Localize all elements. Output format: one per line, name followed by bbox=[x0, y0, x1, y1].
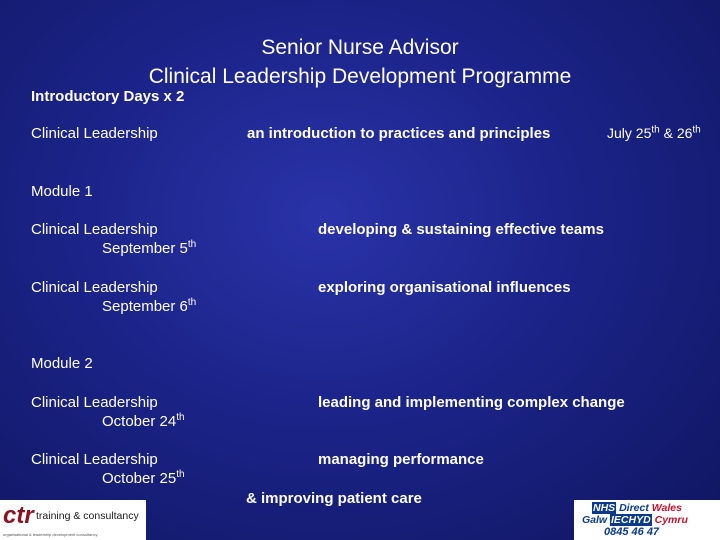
module2-item-1-date bbox=[102, 412, 185, 431]
module1-item-1-date-sup: th bbox=[187, 239, 197, 250]
ctr-logo-text: training & consultancy bbox=[36, 510, 139, 522]
module1-item-1-topic: developing & sustaining effective teams bbox=[318, 221, 604, 238]
nhs-logo-line-2 bbox=[582, 515, 688, 526]
module1-item-2-date-sup: th bbox=[187, 297, 197, 308]
nhs-direct-wales-logo bbox=[574, 500, 720, 540]
ctr-logo-fine-print: organisational & leadership development consultancy bbox=[3, 532, 98, 537]
module2-item-1-date-text: October 24 bbox=[102, 413, 177, 430]
intro-date-a: July 25 bbox=[607, 125, 652, 141]
module1-item-1-date-text: September 5 bbox=[102, 240, 188, 257]
module2-item-2-label: Clinical Leadership bbox=[31, 451, 158, 468]
nhs-logo-nhs: NHS bbox=[593, 502, 616, 514]
module1-item-2-topic: exploring organisational influences bbox=[318, 279, 571, 296]
module2-item-2-date-text: October 25 bbox=[102, 470, 177, 487]
module2-heading: Module 2 bbox=[31, 355, 93, 372]
title-line-2: Clinical Leadership Development Programme bbox=[148, 65, 572, 88]
intro-date-b: & 26 bbox=[659, 125, 693, 141]
module2-item-2-date bbox=[102, 469, 185, 488]
ctr-logo bbox=[0, 500, 146, 540]
intro-date-sup-b: th bbox=[692, 124, 701, 136]
title-line-1: Senior Nurse Advisor bbox=[261, 36, 459, 59]
module2-item-2-date-sup: th bbox=[176, 469, 185, 480]
module2-item-1-date-sup: th bbox=[176, 412, 185, 423]
intro-dates bbox=[607, 124, 701, 143]
intro-date-sup-a: th bbox=[651, 124, 660, 136]
module1-heading: Module 1 bbox=[31, 183, 93, 200]
intro-topic: an introduction to practices and principles bbox=[247, 125, 551, 142]
ctr-logo-mark: ctr bbox=[3, 502, 34, 529]
nhs-logo-galw: Galw bbox=[582, 514, 608, 526]
module2-item-1-label: Clinical Leadership bbox=[31, 394, 158, 411]
module2-continuation: & improving patient care bbox=[246, 490, 422, 507]
nhs-logo-cymru: Cymru bbox=[654, 514, 688, 526]
nhs-logo-iechyd: IECHYD bbox=[611, 514, 651, 526]
nhs-logo-phone: 0845 46 47 bbox=[604, 526, 660, 538]
module1-item-2-label: Clinical Leadership bbox=[31, 279, 158, 296]
module2-item-2-topic: managing performance bbox=[318, 451, 484, 468]
module1-item-2-date bbox=[102, 297, 196, 316]
module1-item-2-date-text: September 6 bbox=[102, 298, 188, 315]
module1-item-1-date bbox=[102, 239, 196, 258]
intro-label: Clinical Leadership bbox=[31, 125, 158, 142]
intro-heading: Introductory Days x 2 bbox=[31, 88, 185, 105]
module1-item-1-label: Clinical Leadership bbox=[31, 221, 158, 238]
module2-item-1-topic: leading and implementing complex change bbox=[318, 394, 625, 411]
nhs-logo-wales: Wales bbox=[651, 502, 682, 514]
nhs-logo-line-1 bbox=[592, 503, 682, 514]
nhs-logo-direct: Direct bbox=[619, 502, 649, 514]
